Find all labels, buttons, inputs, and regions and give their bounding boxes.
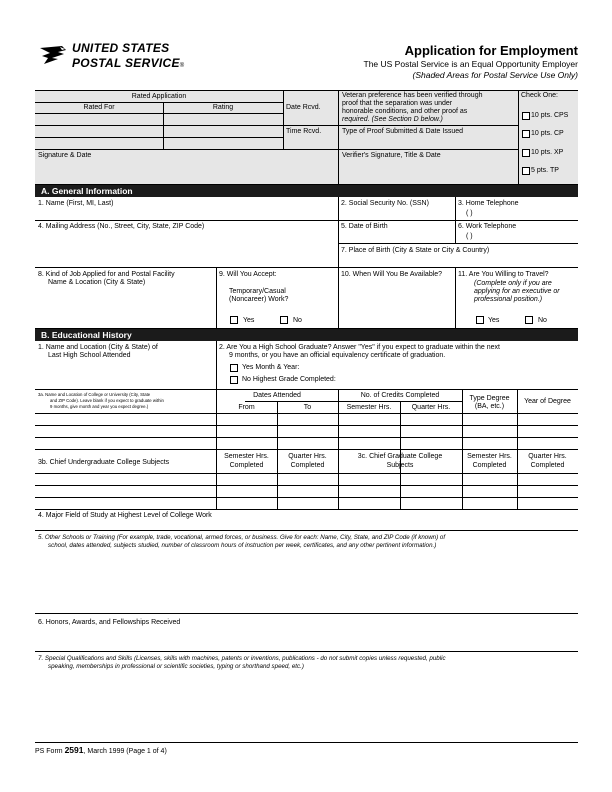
form-date-page: , March 1999 (Page 1 of 4) (83, 748, 167, 755)
logo-wordmark (72, 42, 184, 72)
a9-temporary-label: Temporary/Casual (229, 288, 286, 295)
b2-yes-checkbox[interactable] (230, 364, 238, 372)
a8-job-label-1: 8. Kind of Job Applied for and Postal Facility (38, 271, 175, 278)
b4-major-input[interactable] (36, 521, 576, 529)
a11-no-label: No (538, 317, 547, 324)
a10-available-input[interactable] (339, 281, 453, 327)
a11-note-1: (Complete only if you are (474, 280, 552, 287)
a4-address-input[interactable] (36, 232, 336, 266)
time-rcvd-label: Time Rcvd. (286, 128, 322, 135)
year-degree-label: Year of Degree (524, 398, 571, 405)
a9-accept-label: 9. Will You Accept: (219, 271, 277, 278)
b7-qualifications-label-1: 7. Special Qualifications and Skills (Licenses, skills with machines, patents or inventions, publications - do not submit copies unless requested, public (38, 655, 446, 662)
form-number: 2591 (64, 745, 84, 755)
a9-no-label: No (293, 317, 302, 324)
b1-hs-label-1: 1. Name and Location (City & State) of (38, 344, 158, 351)
b3b-subjects-label: 3b. Chief Undergraduate College Subjects (38, 459, 170, 466)
veteran-line-3: honorable conditions, and other proof as (342, 108, 468, 115)
b2-graduate-label-2: 9 months, or you have an official equivalency certificate of graduation. (229, 352, 446, 359)
a5-dob-input[interactable] (339, 232, 453, 242)
a8-job-input[interactable] (36, 289, 214, 327)
section-a-title: A. General Information (41, 186, 133, 196)
a1-name-label: 1. Name (First, MI, Last) (38, 200, 114, 207)
b3b-quarter-label-1: Quarter Hrs. (288, 453, 327, 460)
a2-ssn-input[interactable] (339, 210, 453, 219)
verifier-label: Verifier's Signature, Title & Date (342, 152, 441, 159)
a9-yes-checkbox[interactable] (230, 316, 238, 324)
veteran-line-1: Veteran preference has been verified through (342, 92, 483, 99)
rating-label: Rating (212, 104, 234, 111)
a11-note-2: applying for an executive or (474, 288, 560, 295)
b3a-college-label-2: and ZIP Code). Leave blank if you expect to graduate within (50, 398, 164, 403)
a8-job-label-2: Name & Location (City & State) (48, 279, 146, 286)
eoe-subtitle: The US Postal Service is an Equal Opportunity Employer (363, 59, 578, 69)
a11-no-checkbox[interactable] (525, 316, 533, 324)
a1-name-input[interactable] (36, 210, 336, 219)
a11-travel-label: 11. Are You Willing to Travel? (458, 271, 549, 278)
a10-available-label: 10. When Will You Be Available? (341, 271, 443, 278)
rated-application-label: Rated Application (131, 93, 187, 100)
a11-note-3: professional position.) (474, 296, 543, 303)
b3c-subjects-label-1: 3c. Chief Graduate College (357, 453, 443, 460)
pts-cps-checkbox[interactable] (522, 112, 530, 120)
dates-attended-label: Dates Attended (253, 392, 301, 399)
page-title: Application for Employment (404, 43, 578, 58)
pts-cps-label: 10 pts. CPS (531, 112, 569, 119)
type-of-proof-label: Type of Proof Submitted & Date Issued (342, 128, 464, 135)
b5-other-schools-label-1: 5. Other Schools or Training (For example, trade, vocational, armed forces, or business. Give for each: Name, City, State, and ZIP Code (if known) of (38, 534, 446, 541)
rated-for-label: Rated For (83, 104, 115, 111)
from-label: From (238, 404, 255, 411)
type-degree-label-1: Type Degree (469, 395, 510, 402)
b2-no-checkbox[interactable] (230, 376, 238, 384)
logo-line-1: UNITED STATES (72, 41, 170, 55)
a9-noncareer-label: (Noncareer) Work? (229, 296, 289, 303)
b3a-college-label-3: 9 months, give month and year you expect degree.) (50, 404, 149, 409)
b3c-semester-label-2: Completed (472, 462, 507, 469)
pts-tp-checkbox[interactable] (522, 167, 530, 175)
to-label: To (303, 404, 312, 411)
credits-completed-label: No. of Credits Completed (360, 392, 440, 399)
b3c-subjects-label-2: Subjects (386, 462, 414, 469)
a11-yes-checkbox[interactable] (476, 316, 484, 324)
b2-no-label: No Highest Grade Completed: (242, 376, 336, 383)
a3-home-phone-area[interactable]: ( ) (466, 210, 473, 217)
section-b-title: B. Educational History (41, 330, 132, 340)
form-label: PS Form (35, 748, 63, 755)
signature-date-label: Signature & Date (38, 152, 92, 159)
b5-other-schools-input[interactable] (36, 552, 576, 612)
b3c-quarter-label-1: Quarter Hrs. (528, 453, 567, 460)
b6-honors-label: 6. Honors, Awards, and Fellowships Received (38, 619, 181, 626)
a6-work-phone-area[interactable]: ( ) (466, 233, 473, 240)
veteran-line-4: required. (See Section D below.) (342, 116, 443, 123)
b6-honors-input[interactable] (36, 628, 576, 650)
b2-yes-label: Yes Month & Year: (242, 364, 300, 371)
b7-qualifications-label-2: speaking, memberships in professional or scientific societies, typing or shorthand speed, etc.) (48, 663, 304, 670)
b1-hs-label-2: Last High School Attended (48, 352, 131, 359)
date-rcvd-label: Date Rcvd. (286, 104, 321, 111)
section-b-header (35, 329, 578, 341)
b3a-college-label-1: 3a. Name and Location of College or University (City, State (38, 392, 151, 397)
postal-eagle-logo (38, 44, 68, 66)
b2-graduate-label-1: 2. Are You a High School Graduate? Answer "Yes" if you expect to graduate within the next (219, 344, 501, 351)
pts-cp-label: 10 pts. CP (531, 130, 564, 137)
a7-birthplace-input[interactable] (339, 256, 577, 266)
a2-ssn-label: 2. Social Security No. (SSN) (341, 200, 429, 207)
b4-major-label: 4. Major Field of Study at Highest Level of College Work (38, 512, 212, 519)
veteran-line-2: proof that the separation was under (342, 100, 453, 107)
b3c-quarter-label-2: Completed (530, 462, 565, 469)
shaded-note: (Shaded Areas for Postal Service Use Only) (412, 70, 578, 80)
pts-tp-label: 5 pts. TP (531, 167, 559, 174)
logo-trademark: ® (179, 63, 185, 69)
semester-hrs-label: Semester Hrs. (346, 404, 392, 411)
a3-home-phone-label: 3. Home Telephone (458, 200, 519, 207)
logo-line-2: POSTAL SERVICE (72, 56, 180, 70)
a5-dob-label: 5. Date of Birth (341, 223, 388, 230)
pts-xp-label: 10 pts. XP (531, 149, 564, 156)
type-degree-label-2: (BA, etc.) (474, 403, 505, 410)
b1-hs-input[interactable] (36, 362, 214, 388)
pts-xp-checkbox[interactable] (522, 149, 530, 157)
b3b-semester-label-1: Semester Hrs. (224, 453, 269, 460)
a9-yes-label: Yes (243, 317, 255, 324)
b3b-semester-label-2: Completed (229, 462, 264, 469)
check-one-label: Check One: (521, 92, 558, 99)
section-a-header (35, 185, 578, 197)
b7-qualifications-input[interactable] (36, 673, 576, 741)
quarter-hrs-label: Quarter Hrs. (411, 404, 451, 411)
a7-birthplace-label: 7. Place of Birth (City & State or City & Country) (341, 247, 490, 254)
b3c-semester-label-1: Semester Hrs. (467, 453, 512, 460)
pts-cp-checkbox[interactable] (522, 130, 530, 138)
a9-no-checkbox[interactable] (280, 316, 288, 324)
b5-other-schools-label-2: school, dates attended, subjects studied, number of classroom hours of instruction per week, certificates, and any other pertinent information.) (48, 542, 437, 549)
a11-yes-label: Yes (488, 317, 500, 324)
a4-address-label: 4. Mailing Address (No., Street, City, State, ZIP Code) (38, 223, 205, 230)
b3b-quarter-label-2: Completed (290, 462, 325, 469)
a6-work-phone-label: 6. Work Telephone (458, 223, 517, 230)
form-footer (35, 745, 167, 755)
